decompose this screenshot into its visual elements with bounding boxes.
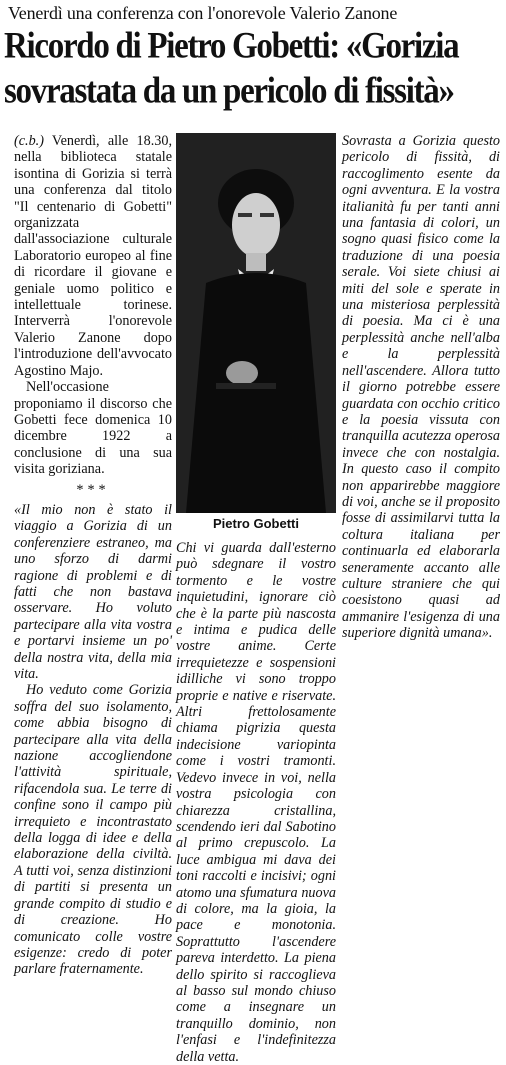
section-separator: *** [76,481,110,498]
byline: (c.b.) [14,133,44,149]
quote-paragraph-4: Sovrasta a Gorizia questo pericolo di fissità, di raccoglimento esente da ogni avventura. E la vostra italianità fu per tanti anni una fantasia di colori, un sogno quasi fisico come la traduzione di una poesia serale. Voi siete chiusi ai miti del sole e sperate in una misteriosa perplessità di poesia. Ma ci è una perplessità anche nell'alba e la perplessità nell'ascendere. Allora tutto il giorno potrebbe essere guardata con occhio critico e la poesia vissuta con tranquilla acutezza operosa invece che con nostalgia. In questo caso il compito non apparirebbe maggiore di voi, anche se il proposito fosse di assimilarvi tutta la coltura italiana per continuarla ed elaborarla seneramente accanto alle culture straniere che qui coesistono quasi ad ammanire l'esigenza di una superiore dignità umana». [342,133,500,642]
quote-paragraph-2: Ho veduto come Gorizia soffra del suo isolamento, come abbia bisogno di partecipare alla vita della nazione accogliendone l'attività spirituale, rifacendola sua. Le terre di confine sono il campo più irrequieto e incontrastato della logga di idee e della elaborazione della civiltà. A tutti voi, senza distinzioni di partiti si presenta un grande compito di studio e di creazione. Ho comunicato colle vostre esigenze: credo di poter parlare fraternamente. [14,682,172,978]
article-column-1 [14,133,172,978]
headline [4,24,504,114]
kicker: Venerdì una conferenza con l'onorevole Valerio Zanone [8,3,398,23]
intro-text: Venerdì, alle 18.30, nella biblioteca statale isontina di Gorizia si terrà una conferenza dal titolo "Il centenario di Gobetti" organizzata dall'associazione culturale Laboratorio europeo al fine di ricordare il giovane e geniale uomo politico e intellettuale torinese. Interverrà l'onorevole Valerio Zanone dopo l'introduzione dell'avvocato Agostino Majo. [14,133,172,379]
intro-paragraph [14,133,172,379]
quote-paragraph-1: «Il mio non è stato il viaggio a Gorizia di un conferenziere estraneo, ma uno sforzo di darmi ragione di problemi e di fatti che non bastava osservare. Ho voluto partecipare alla vita vostra e portarvi insieme un po' della nostra vita, della mia vita. [14,501,172,682]
portrait-photo [176,133,336,513]
occasion-paragraph: Nell'occasione proponiamo il discorso che Gobetti fece domenica 10 dicembre 1922 a conclusione di una sua visita goriziana. [14,379,172,478]
headline-line-2: sovrastata da un pericolo di fissità» [4,71,454,112]
portrait-illustration [176,133,336,513]
quote-paragraph-3: Chi vi guarda dall'esterno può sdegnare il vostro tormento e le vostre inquietudini, ignorare ciò che è la parte più nascosta e intima e pudica delle vostre anime. Certe irrequietezze e sospensioni idilliche vi sono troppo proprie e native e riservate. Altri frettolosamente chiama pigrizia questa indecisione variopinta come i vostri tramonti. Vedevo invece in voi, nella vostra psicologia con chiarezza cristallina, scendendo ieri dal Sabotino al primo crepuscolo. La luce ambigua mi dava dei toni raccolti e incisivi; ogni atomo una sfumatura nuova di colore, ma la gioia, la pace e monotonia. Soprattutto l'ascendere pareva interdetto. La piena dello spirito si raccoglieva al basso sul mondo chiuso come a insegnare un tranquillo dominio, non l'enfasi e l'indefinitezza della vetta. [176,540,336,1065]
headline-line-1: Ricordo di Pietro Gobetti: «Gorizia [4,26,459,67]
article-column-3 [342,133,500,783]
photo-caption: Pietro Gobetti [213,516,299,531]
article-column-2 [176,540,336,1065]
